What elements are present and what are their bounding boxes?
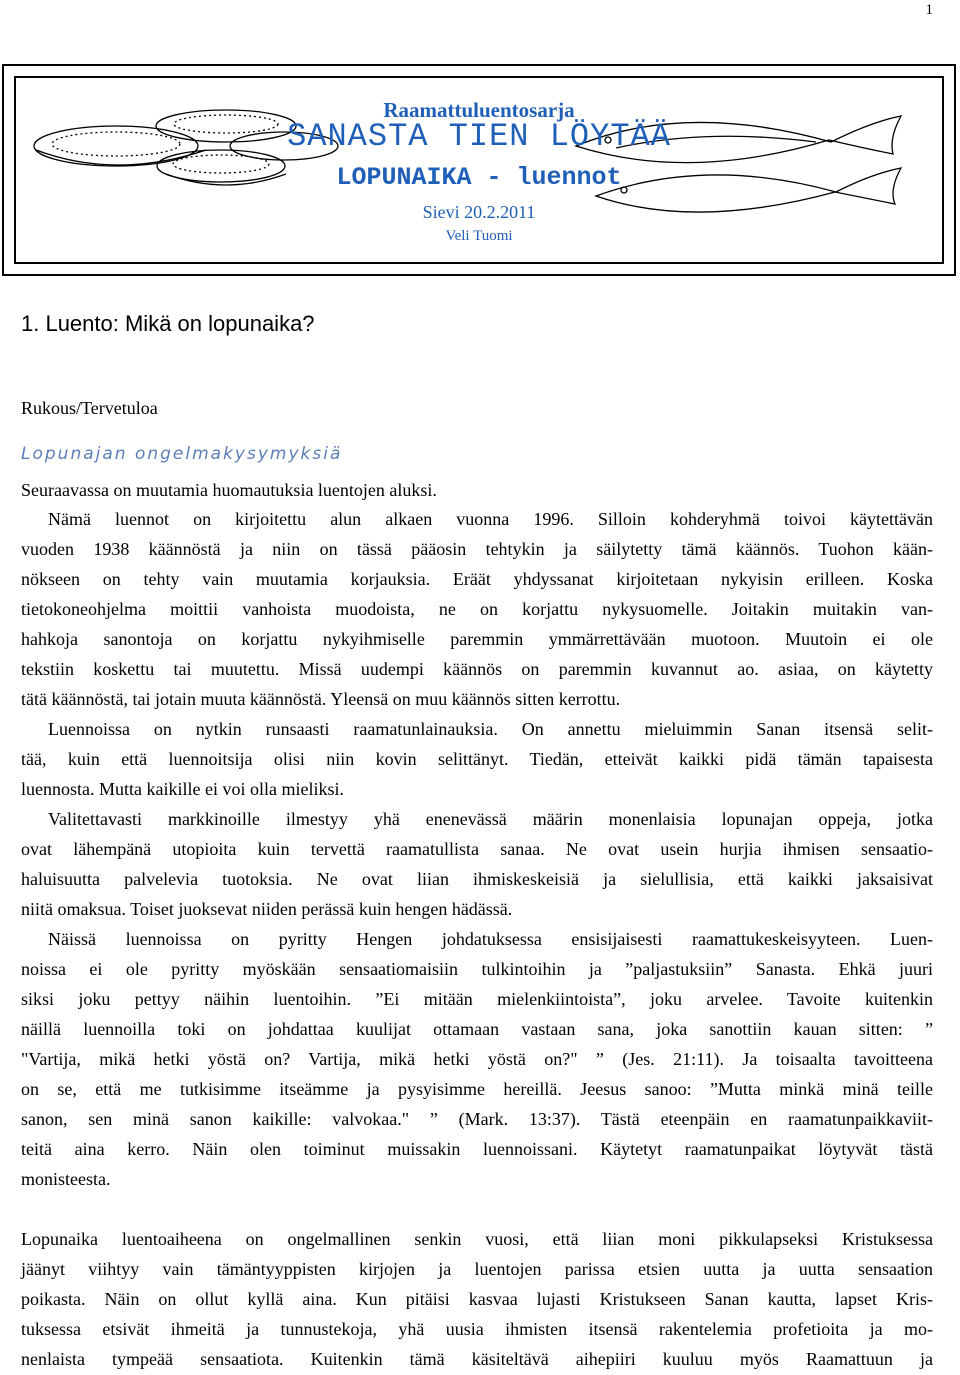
- body-line: Näissä luennoissa on pyritty Hengen johdatuksessa ensisijaisesti raamattukeskeisyyteen. Luen-: [48, 929, 933, 949]
- body-line: tuksessa etsivät ihmeitä ja tunnustekoja, yhä uusia ihmisten itsensä rakentelemia profetioita ja mo-: [21, 1319, 933, 1339]
- body-line: hahkoja sanontoja on korjattu nykyihmiselle paremmin ymmärrettävään muotoon. Muutoin ei ole: [21, 629, 933, 649]
- body-line: niitä omaksua. Toiset juoksevat niiden perässä kuin hengen hädässä.: [21, 899, 513, 919]
- body-line: teitä aina kerro. Näin olen toiminut muissakin luennoissani. Käytetyt raamatunpaikat löytyvät tästä: [21, 1139, 933, 1159]
- title-banner-inner: [14, 76, 944, 264]
- body-line: "Vartija, mikä hetki yöstä on? Vartija, mikä hetki yöstä on?" ” (Jes. 21:11). Ja toisaalta tavoitteena: [21, 1049, 933, 1069]
- first-paragraph-line: Seuraavassa on muutamia huomautuksia luentojen aluksi.: [21, 480, 437, 500]
- body-line: tekstiin koskettu tai muutettu. Missä uudempi käännös on paremmin kuvannut ao. asiaa, on käytetty: [21, 659, 933, 679]
- body-line: Nämä luennot on kirjoitettu alun alkaen vuonna 1996. Silloin kohderyhmä toivoi käytettävän: [48, 509, 933, 529]
- body-line: Lopunaika luentoaiheena on ongelmallinen senkin vuosi, että liian moni pikkulapseksi Kristuksessa: [21, 1229, 933, 1249]
- place-and-date: Sievi 20.2.2011: [422, 202, 536, 222]
- body-line: siksi joku pettyy näihin luentoihin. ”Ei mitään mielenkiintoista”, joku arvelee. Tavoite kuitenkin: [21, 989, 933, 1009]
- body-line: tää, kuin että luennoitsija olisi niin kovin selittänyt. Tiedän, etteivät kaikki pidä tämän tapaisesta: [21, 749, 933, 769]
- page-number: 1: [925, 2, 933, 18]
- body-line: sanon, sen minä sanon kaikille: valvokaa." ” (Mark. 13:37). Tästä eteenpäin en raamatunpaikkaviit-: [21, 1109, 933, 1129]
- body-line: on se, että me tutkisimme itseämme ja pysyisimme hereillä. Jeesus sanoo: ”Mutta minkä minä teille: [21, 1079, 933, 1099]
- lecture-heading: 1. Luento: Mikä on lopunaika?: [21, 311, 315, 336]
- document-title: SANASTA TIEN LÖYTÄÄ: [287, 118, 671, 155]
- title-banner: [2, 64, 956, 276]
- body-line: ovat lähempänä utopioita kuin tervettä raamatullista sanaa. Ne ovat usein hurjia ihmisen sensaatio-: [21, 839, 933, 859]
- body-line: tätä käännöstä, tai jotain muuta käännöstä. Yleensä on muu käännös sitten kerrottu.: [21, 689, 621, 709]
- body-line: nenlaista tympeää sensaatiota. Kuitenkin tämä käsiteltävä aihepiiri kuuluu myös Raamattuun ja: [21, 1349, 933, 1369]
- intro-line: Rukous/Tervetuloa: [21, 398, 158, 418]
- body-line: monisteesta.: [21, 1169, 111, 1189]
- body-line: tietokoneohjelma moittii vanhoista muodoista, ne on korjattu nykysuomelle. Joitakin muitakin van-: [21, 599, 933, 619]
- body-line: haluisuutta palvelevia tuotoksia. Ne ovat liian ihmiskeskeisiä ja sielullisia, että kaikki jaksaisivat: [21, 869, 933, 889]
- document-subtitle: LOPUNAIKA - luennot: [336, 163, 622, 192]
- body-line: luennosta. Mutta kaikille ei voi olla mieliksi.: [21, 779, 344, 799]
- series-title: Raamattuluentosarja: [383, 98, 575, 122]
- body-line: poikasta. Näin on ollut kyllä aina. Kun pitäisi kasvaa lujasti Kristukseen Sanan kautta, lapset Kris-: [21, 1289, 933, 1309]
- body-line: vuoden 1938 käännöstä ja niin on tässä pääosin tehtykin ja säilytetty tämä käännös. Tuohon kään-: [21, 539, 933, 559]
- body-line: näillä luennoilla toki on johdattaa kuulijat ottamaan vastaan sana, joka sanottiin kauan sitten: ”: [21, 1019, 933, 1039]
- body-line: noissa ei ole pyritty myöskään sensaatiomaisiin tulkintoihin ja ”paljastuksiin” Sanasta. Ehkä juuri: [21, 959, 933, 979]
- body-line: jäänyt viihtyy vain tämäntyyppisten kirjojen ja luentojen parissa etsien uutta ja uutta sensaation: [21, 1259, 933, 1279]
- body-line: Luennoissa on nytkin runsaasti raamatunlainauksia. On annettu mieluimmin Sanan itsensä selit-: [48, 719, 933, 739]
- author-name: Veli Tuomi: [445, 228, 513, 244]
- body-line: nökseen on tehty vain muutamia korjauksia. Eräät yhdyssanat kirjoitetaan nykyisin erilleen. Koska: [21, 569, 933, 589]
- body-line: Valitettavasti markkinoille ilmestyy yhä enenevässä määrin monenlaisia lopunajan oppeja, jotka: [48, 809, 933, 829]
- section-heading: Lopunajan ongelmakysymyksiä: [21, 444, 343, 464]
